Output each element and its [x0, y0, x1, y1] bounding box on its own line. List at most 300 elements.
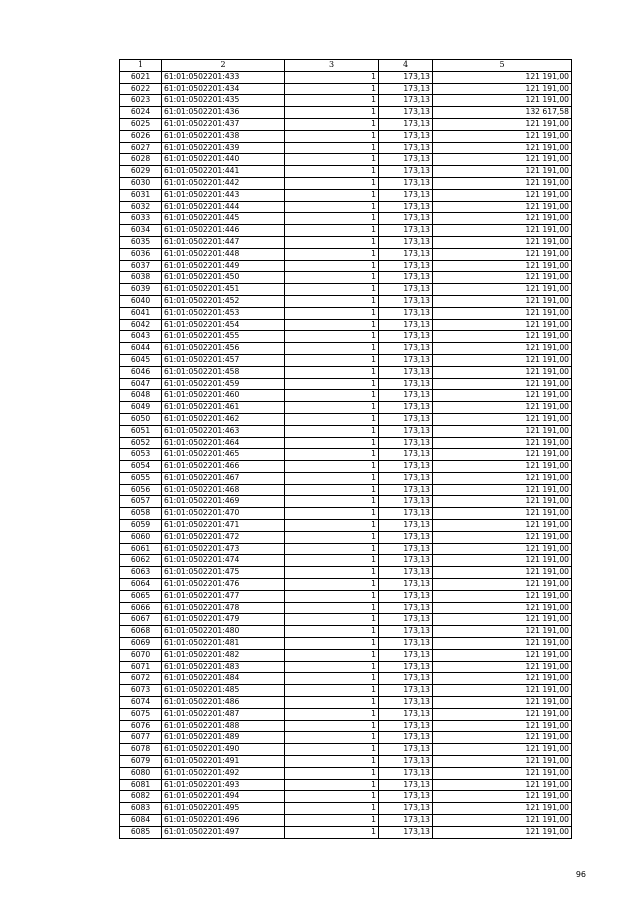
- area-cell: 173,13: [379, 189, 433, 201]
- area-cell: 173,13: [379, 284, 433, 296]
- row-number-cell: 6023: [120, 95, 162, 107]
- table-row: [120, 496, 572, 508]
- table-row: [120, 295, 572, 307]
- quantity-cell: 1: [285, 508, 379, 520]
- cadastral-number-cell: 61:01:0502201:449: [162, 260, 285, 272]
- table-row: [120, 791, 572, 803]
- area-cell: 173,13: [379, 826, 433, 838]
- table-row: [120, 708, 572, 720]
- value-cell: 121 191,00: [433, 425, 572, 437]
- cadastral-number-cell: 61:01:0502201:444: [162, 201, 285, 213]
- table-row: [120, 590, 572, 602]
- area-cell: 173,13: [379, 661, 433, 673]
- cadastral-number-cell: 61:01:0502201:459: [162, 378, 285, 390]
- value-cell: 121 191,00: [433, 307, 572, 319]
- value-cell: 121 191,00: [433, 248, 572, 260]
- value-cell: 121 191,00: [433, 579, 572, 591]
- value-cell: 121 191,00: [433, 378, 572, 390]
- value-cell: 121 191,00: [433, 567, 572, 579]
- table-row: [120, 720, 572, 732]
- area-cell: 173,13: [379, 331, 433, 343]
- quantity-cell: 1: [285, 284, 379, 296]
- quantity-cell: 1: [285, 413, 379, 425]
- quantity-cell: 1: [285, 649, 379, 661]
- area-cell: 173,13: [379, 307, 433, 319]
- value-cell: 121 191,00: [433, 791, 572, 803]
- table-row: [120, 354, 572, 366]
- area-cell: 173,13: [379, 319, 433, 331]
- table-row: [120, 555, 572, 567]
- cadastral-number-cell: 61:01:0502201:455: [162, 331, 285, 343]
- table-row: [120, 225, 572, 237]
- value-cell: 121 191,00: [433, 708, 572, 720]
- column-header-4: 4: [379, 60, 433, 72]
- table-row: [120, 130, 572, 142]
- row-number-cell: 6048: [120, 390, 162, 402]
- cadastral-number-cell: 61:01:0502201:446: [162, 225, 285, 237]
- quantity-cell: 1: [285, 225, 379, 237]
- quantity-cell: 1: [285, 638, 379, 650]
- cadastral-number-cell: 61:01:0502201:448: [162, 248, 285, 260]
- row-number-cell: 6062: [120, 555, 162, 567]
- cadastral-number-cell: 61:01:0502201:493: [162, 779, 285, 791]
- area-cell: 173,13: [379, 590, 433, 602]
- cadastral-number-cell: 61:01:0502201:461: [162, 402, 285, 414]
- row-number-cell: 6029: [120, 166, 162, 178]
- table-row: [120, 579, 572, 591]
- quantity-cell: 1: [285, 177, 379, 189]
- value-cell: 121 191,00: [433, 272, 572, 284]
- row-number-cell: 6060: [120, 531, 162, 543]
- quantity-cell: 1: [285, 685, 379, 697]
- row-number-cell: 6047: [120, 378, 162, 390]
- value-cell: 121 191,00: [433, 767, 572, 779]
- quantity-cell: 1: [285, 142, 379, 154]
- page-number: 96: [575, 870, 586, 879]
- area-cell: 173,13: [379, 343, 433, 355]
- row-number-cell: 6021: [120, 71, 162, 83]
- value-cell: 121 191,00: [433, 319, 572, 331]
- cadastral-number-cell: 61:01:0502201:447: [162, 236, 285, 248]
- quantity-cell: 1: [285, 71, 379, 83]
- cadastral-number-cell: 61:01:0502201:490: [162, 744, 285, 756]
- row-number-cell: 6024: [120, 107, 162, 119]
- area-cell: 173,13: [379, 213, 433, 225]
- table-row: [120, 331, 572, 343]
- row-number-cell: 6028: [120, 154, 162, 166]
- table-row: [120, 166, 572, 178]
- row-number-cell: 6064: [120, 579, 162, 591]
- table-row: [120, 177, 572, 189]
- value-cell: 121 191,00: [433, 413, 572, 425]
- row-number-cell: 6071: [120, 661, 162, 673]
- area-cell: 173,13: [379, 685, 433, 697]
- area-cell: 173,13: [379, 543, 433, 555]
- row-number-cell: 6022: [120, 83, 162, 95]
- value-cell: 121 191,00: [433, 590, 572, 602]
- area-cell: 173,13: [379, 614, 433, 626]
- row-number-cell: 6041: [120, 307, 162, 319]
- table-row: [120, 649, 572, 661]
- value-cell: 121 191,00: [433, 449, 572, 461]
- area-cell: 173,13: [379, 248, 433, 260]
- row-number-cell: 6077: [120, 732, 162, 744]
- area-cell: 173,13: [379, 708, 433, 720]
- quantity-cell: 1: [285, 402, 379, 414]
- row-number-cell: 6066: [120, 602, 162, 614]
- value-cell: 121 191,00: [433, 295, 572, 307]
- area-cell: 173,13: [379, 626, 433, 638]
- cadastral-number-cell: 61:01:0502201:470: [162, 508, 285, 520]
- value-cell: 121 191,00: [433, 673, 572, 685]
- table-row: [120, 236, 572, 248]
- table-row: [120, 378, 572, 390]
- area-cell: 173,13: [379, 142, 433, 154]
- area-cell: 173,13: [379, 118, 433, 130]
- quantity-cell: 1: [285, 343, 379, 355]
- value-cell: 121 191,00: [433, 201, 572, 213]
- value-cell: 121 191,00: [433, 649, 572, 661]
- row-number-cell: 6078: [120, 744, 162, 756]
- cadastral-number-cell: 61:01:0502201:466: [162, 461, 285, 473]
- table-row: [120, 71, 572, 83]
- area-cell: 173,13: [379, 791, 433, 803]
- table-row: [120, 520, 572, 532]
- table-row: [120, 154, 572, 166]
- value-cell: 121 191,00: [433, 661, 572, 673]
- value-cell: 121 191,00: [433, 95, 572, 107]
- value-cell: 121 191,00: [433, 508, 572, 520]
- cadastral-number-cell: 61:01:0502201:454: [162, 319, 285, 331]
- table-row: [120, 685, 572, 697]
- table-row: [120, 543, 572, 555]
- area-cell: 173,13: [379, 520, 433, 532]
- cadastral-number-cell: 61:01:0502201:442: [162, 177, 285, 189]
- area-cell: 173,13: [379, 177, 433, 189]
- cadastral-number-cell: 61:01:0502201:440: [162, 154, 285, 166]
- value-cell: 121 191,00: [433, 461, 572, 473]
- value-cell: 121 191,00: [433, 697, 572, 709]
- cadastral-number-cell: 61:01:0502201:463: [162, 425, 285, 437]
- row-number-cell: 6081: [120, 779, 162, 791]
- cadastral-number-cell: 61:01:0502201:469: [162, 496, 285, 508]
- row-number-cell: 6052: [120, 437, 162, 449]
- quantity-cell: 1: [285, 520, 379, 532]
- cadastral-number-cell: 61:01:0502201:477: [162, 590, 285, 602]
- cadastral-number-cell: 61:01:0502201:480: [162, 626, 285, 638]
- quantity-cell: 1: [285, 590, 379, 602]
- row-number-cell: 6034: [120, 225, 162, 237]
- row-number-cell: 6025: [120, 118, 162, 130]
- cadastral-number-cell: 61:01:0502201:457: [162, 354, 285, 366]
- value-cell: 121 191,00: [433, 366, 572, 378]
- value-cell: 121 191,00: [433, 472, 572, 484]
- area-cell: 173,13: [379, 567, 433, 579]
- value-cell: 121 191,00: [433, 177, 572, 189]
- column-header-2: 2: [162, 60, 285, 72]
- table-row: [120, 732, 572, 744]
- value-cell: 121 191,00: [433, 71, 572, 83]
- area-cell: 173,13: [379, 803, 433, 815]
- value-cell: 121 191,00: [433, 496, 572, 508]
- area-cell: 173,13: [379, 496, 433, 508]
- row-number-cell: 6037: [120, 260, 162, 272]
- cadastral-number-cell: 61:01:0502201:433: [162, 71, 285, 83]
- cadastral-number-cell: 61:01:0502201:496: [162, 815, 285, 827]
- value-cell: 121 191,00: [433, 284, 572, 296]
- quantity-cell: 1: [285, 720, 379, 732]
- cadastral-number-cell: 61:01:0502201:486: [162, 697, 285, 709]
- cadastral-number-cell: 61:01:0502201:485: [162, 685, 285, 697]
- row-number-cell: 6063: [120, 567, 162, 579]
- area-cell: 173,13: [379, 366, 433, 378]
- row-number-cell: 6082: [120, 791, 162, 803]
- quantity-cell: 1: [285, 260, 379, 272]
- cadastral-number-cell: 61:01:0502201:481: [162, 638, 285, 650]
- cadastral-number-cell: 61:01:0502201:495: [162, 803, 285, 815]
- value-cell: 121 191,00: [433, 520, 572, 532]
- cadastral-number-cell: 61:01:0502201:476: [162, 579, 285, 591]
- row-number-cell: 6030: [120, 177, 162, 189]
- row-number-cell: 6050: [120, 413, 162, 425]
- area-cell: 173,13: [379, 472, 433, 484]
- row-number-cell: 6057: [120, 496, 162, 508]
- header-row: [120, 60, 572, 72]
- table-row: [120, 248, 572, 260]
- value-cell: 121 191,00: [433, 531, 572, 543]
- table-row: [120, 343, 572, 355]
- quantity-cell: 1: [285, 496, 379, 508]
- area-cell: 173,13: [379, 602, 433, 614]
- quantity-cell: 1: [285, 543, 379, 555]
- area-cell: 173,13: [379, 484, 433, 496]
- area-cell: 173,13: [379, 390, 433, 402]
- value-cell: 121 191,00: [433, 826, 572, 838]
- table-row: [120, 107, 572, 119]
- row-number-cell: 6073: [120, 685, 162, 697]
- table-row: [120, 779, 572, 791]
- table-body: [120, 71, 572, 838]
- table-row: [120, 461, 572, 473]
- table-row: [120, 95, 572, 107]
- table-row: [120, 189, 572, 201]
- value-cell: 121 191,00: [433, 260, 572, 272]
- column-header-3: 3: [285, 60, 379, 72]
- quantity-cell: 1: [285, 272, 379, 284]
- area-cell: 173,13: [379, 673, 433, 685]
- row-number-cell: 6067: [120, 614, 162, 626]
- value-cell: 121 191,00: [433, 236, 572, 248]
- cadastral-number-cell: 61:01:0502201:458: [162, 366, 285, 378]
- table-row: [120, 449, 572, 461]
- cadastral-number-cell: 61:01:0502201:497: [162, 826, 285, 838]
- area-cell: 173,13: [379, 225, 433, 237]
- value-cell: 121 191,00: [433, 189, 572, 201]
- area-cell: 173,13: [379, 437, 433, 449]
- quantity-cell: 1: [285, 166, 379, 178]
- cadastral-number-cell: 61:01:0502201:494: [162, 791, 285, 803]
- quantity-cell: 1: [285, 767, 379, 779]
- area-cell: 173,13: [379, 236, 433, 248]
- cadastral-number-cell: 61:01:0502201:478: [162, 602, 285, 614]
- area-cell: 173,13: [379, 166, 433, 178]
- area-cell: 173,13: [379, 107, 433, 119]
- cadastral-number-cell: 61:01:0502201:492: [162, 767, 285, 779]
- quantity-cell: 1: [285, 248, 379, 260]
- quantity-cell: 1: [285, 732, 379, 744]
- quantity-cell: 1: [285, 791, 379, 803]
- cadastral-number-cell: 61:01:0502201:464: [162, 437, 285, 449]
- value-cell: 121 191,00: [433, 354, 572, 366]
- quantity-cell: 1: [285, 437, 379, 449]
- cadastral-number-cell: 61:01:0502201:471: [162, 520, 285, 532]
- row-number-cell: 6068: [120, 626, 162, 638]
- cadastral-number-cell: 61:01:0502201:489: [162, 732, 285, 744]
- area-cell: 173,13: [379, 697, 433, 709]
- quantity-cell: 1: [285, 673, 379, 685]
- cadastral-number-cell: 61:01:0502201:467: [162, 472, 285, 484]
- quantity-cell: 1: [285, 201, 379, 213]
- area-cell: 173,13: [379, 95, 433, 107]
- area-cell: 173,13: [379, 767, 433, 779]
- area-cell: 173,13: [379, 649, 433, 661]
- cadastral-number-cell: 61:01:0502201:472: [162, 531, 285, 543]
- table-row: [120, 484, 572, 496]
- cadastral-number-cell: 61:01:0502201:491: [162, 756, 285, 768]
- quantity-cell: 1: [285, 189, 379, 201]
- cadastral-number-cell: 61:01:0502201:483: [162, 661, 285, 673]
- quantity-cell: 1: [285, 449, 379, 461]
- row-number-cell: 6049: [120, 402, 162, 414]
- row-number-cell: 6084: [120, 815, 162, 827]
- quantity-cell: 1: [285, 307, 379, 319]
- quantity-cell: 1: [285, 697, 379, 709]
- value-cell: 121 191,00: [433, 142, 572, 154]
- table-row: [120, 201, 572, 213]
- table-row: [120, 390, 572, 402]
- row-number-cell: 6075: [120, 708, 162, 720]
- quantity-cell: 1: [285, 107, 379, 119]
- value-cell: 121 191,00: [433, 130, 572, 142]
- quantity-cell: 1: [285, 602, 379, 614]
- table-row: [120, 118, 572, 130]
- area-cell: 173,13: [379, 720, 433, 732]
- quantity-cell: 1: [285, 555, 379, 567]
- quantity-cell: 1: [285, 118, 379, 130]
- row-number-cell: 6058: [120, 508, 162, 520]
- value-cell: 121 191,00: [433, 815, 572, 827]
- row-number-cell: 6054: [120, 461, 162, 473]
- table-row: [120, 767, 572, 779]
- row-number-cell: 6080: [120, 767, 162, 779]
- row-number-cell: 6036: [120, 248, 162, 260]
- table-row: [120, 826, 572, 838]
- value-cell: 121 191,00: [433, 543, 572, 555]
- value-cell: 121 191,00: [433, 555, 572, 567]
- value-cell: 121 191,00: [433, 685, 572, 697]
- area-cell: 173,13: [379, 449, 433, 461]
- table-row: [120, 567, 572, 579]
- area-cell: 173,13: [379, 744, 433, 756]
- table-row: [120, 614, 572, 626]
- quantity-cell: 1: [285, 472, 379, 484]
- area-cell: 173,13: [379, 508, 433, 520]
- area-cell: 173,13: [379, 579, 433, 591]
- table-row: [120, 803, 572, 815]
- row-number-cell: 6033: [120, 213, 162, 225]
- value-cell: 121 191,00: [433, 154, 572, 166]
- table-row: [120, 661, 572, 673]
- quantity-cell: 1: [285, 756, 379, 768]
- row-number-cell: 6070: [120, 649, 162, 661]
- value-cell: 121 191,00: [433, 720, 572, 732]
- area-cell: 173,13: [379, 201, 433, 213]
- cadastral-number-cell: 61:01:0502201:468: [162, 484, 285, 496]
- cadastral-number-cell: 61:01:0502201:460: [162, 390, 285, 402]
- value-cell: 121 191,00: [433, 225, 572, 237]
- quantity-cell: 1: [285, 661, 379, 673]
- cadastral-number-cell: 61:01:0502201:452: [162, 295, 285, 307]
- quantity-cell: 1: [285, 614, 379, 626]
- quantity-cell: 1: [285, 331, 379, 343]
- row-number-cell: 6046: [120, 366, 162, 378]
- cadastral-number-cell: 61:01:0502201:487: [162, 708, 285, 720]
- area-cell: 173,13: [379, 425, 433, 437]
- row-number-cell: 6044: [120, 343, 162, 355]
- table-row: [120, 744, 572, 756]
- table-row: [120, 815, 572, 827]
- cadastral-number-cell: 61:01:0502201:437: [162, 118, 285, 130]
- table-row: [120, 307, 572, 319]
- table-row: [120, 413, 572, 425]
- table-row: [120, 272, 572, 284]
- area-cell: 173,13: [379, 815, 433, 827]
- cadastral-number-cell: 61:01:0502201:441: [162, 166, 285, 178]
- row-number-cell: 6085: [120, 826, 162, 838]
- value-cell: 121 191,00: [433, 484, 572, 496]
- area-cell: 173,13: [379, 756, 433, 768]
- value-cell: 121 191,00: [433, 343, 572, 355]
- cadastral-number-cell: 61:01:0502201:473: [162, 543, 285, 555]
- cadastral-number-cell: 61:01:0502201:436: [162, 107, 285, 119]
- quantity-cell: 1: [285, 319, 379, 331]
- area-cell: 173,13: [379, 295, 433, 307]
- cadastral-number-cell: 61:01:0502201:482: [162, 649, 285, 661]
- cadastral-number-cell: 61:01:0502201:438: [162, 130, 285, 142]
- row-number-cell: 6040: [120, 295, 162, 307]
- area-cell: 173,13: [379, 272, 433, 284]
- table-row: [120, 284, 572, 296]
- cadastral-number-cell: 61:01:0502201:456: [162, 343, 285, 355]
- value-cell: 121 191,00: [433, 744, 572, 756]
- quantity-cell: 1: [285, 378, 379, 390]
- quantity-cell: 1: [285, 815, 379, 827]
- quantity-cell: 1: [285, 708, 379, 720]
- value-cell: 121 191,00: [433, 437, 572, 449]
- quantity-cell: 1: [285, 236, 379, 248]
- table-row: [120, 531, 572, 543]
- row-number-cell: 6027: [120, 142, 162, 154]
- area-cell: 173,13: [379, 154, 433, 166]
- quantity-cell: 1: [285, 461, 379, 473]
- quantity-cell: 1: [285, 567, 379, 579]
- area-cell: 173,13: [379, 378, 433, 390]
- quantity-cell: 1: [285, 366, 379, 378]
- cadastral-number-cell: 61:01:0502201:453: [162, 307, 285, 319]
- row-number-cell: 6072: [120, 673, 162, 685]
- row-number-cell: 6038: [120, 272, 162, 284]
- value-cell: 121 191,00: [433, 213, 572, 225]
